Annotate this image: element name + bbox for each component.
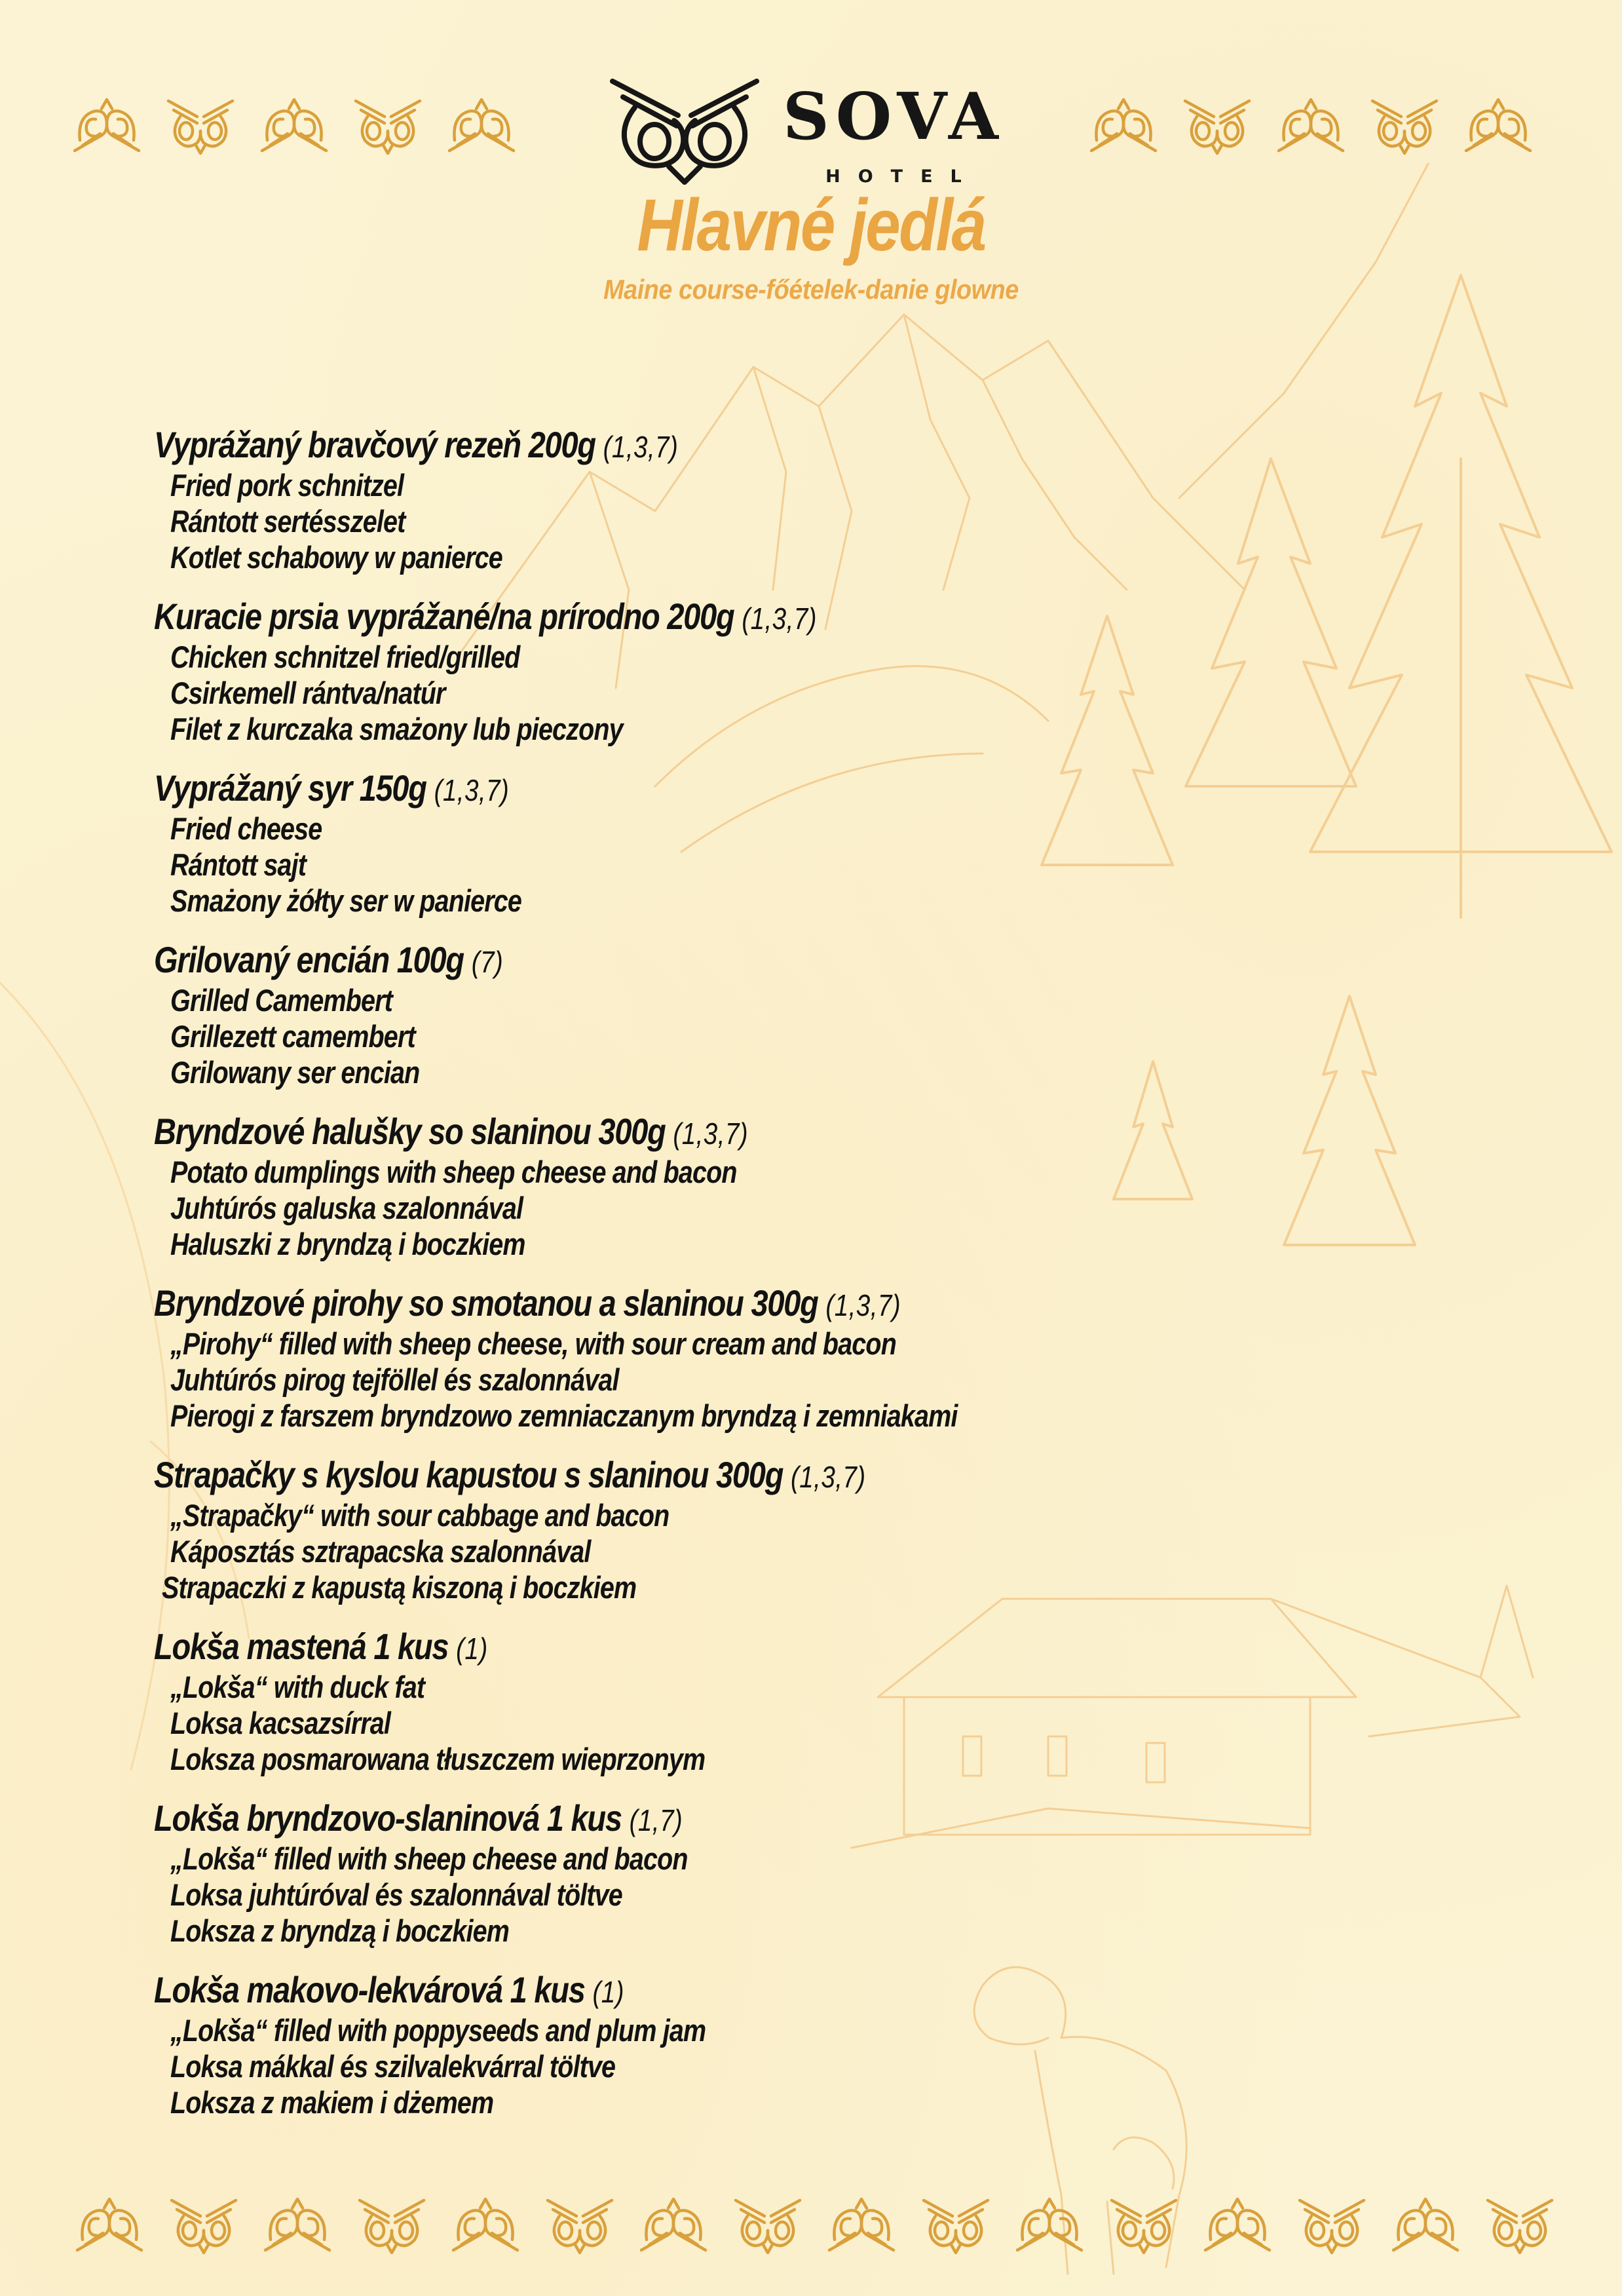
owl-ornament-icon <box>1013 2196 1085 2255</box>
owl-ornament-icon <box>732 2196 804 2255</box>
dish-translation-hu: Loksa kacsazsírral <box>170 1706 391 1740</box>
dish-translation-en: Fried cheese <box>170 811 322 846</box>
dish-name: Kuracie prsia vyprážané/na prírodno 200g (1,3,7) <box>154 596 817 637</box>
menu-list <box>154 425 1399 2141</box>
dish-translation-pl: Kotlet schabowy w panierce <box>170 540 502 575</box>
ornament-row-top-right <box>1087 97 1534 156</box>
owl-ornament-icon <box>1462 97 1534 156</box>
dish-translation-hu: Káposztás sztrapacska szalonnával <box>170 1534 591 1569</box>
owl-ornament-icon <box>261 2196 333 2255</box>
dish-name: Lokša bryndzovo-slaninová 1 kus (1,7) <box>154 1797 683 1839</box>
dish-name: Bryndzové pirohy so smotanou a slaninou 300g (1,3,7) <box>154 1282 901 1324</box>
allergen-codes: (7) <box>471 945 504 979</box>
owl-ornament-icon <box>1087 97 1160 156</box>
allergen-codes: (1,3,7) <box>434 773 510 807</box>
owl-ornament-icon <box>544 2196 616 2255</box>
owl-logo-icon <box>606 73 763 185</box>
dish-translation-hu: Csirkemell rántva/natúr <box>170 676 445 710</box>
owl-ornament-icon <box>1108 2196 1180 2255</box>
owl-ornament-icon <box>1181 97 1253 156</box>
page-title: Hlavné jedlá <box>637 184 985 266</box>
menu-item <box>154 768 1399 940</box>
owl-ornament-icon <box>352 97 424 156</box>
dish-name: Grilovaný encián 100g (7) <box>154 939 504 980</box>
dish-translation-en: Fried pork schnitzel <box>170 468 404 503</box>
dish-translation-en: Chicken schnitzel fried/grilled <box>170 640 520 674</box>
owl-ornament-icon <box>825 2196 897 2255</box>
owl-ornament-icon <box>71 97 143 156</box>
menu-item <box>154 1970 1399 2141</box>
menu-item <box>154 1798 1399 1970</box>
dish-name: Strapačky s kyslou kapustou s slaninou 300g (1,3,7) <box>154 1454 866 1495</box>
owl-ornament-icon <box>1484 2196 1556 2255</box>
allergen-codes: (1,3,7) <box>603 430 679 464</box>
owl-ornament-icon <box>1296 2196 1368 2255</box>
owl-ornament-icon <box>449 2196 521 2255</box>
dish-translation-en: Potato dumplings with sheep cheese and bacon <box>170 1155 737 1189</box>
owl-ornament-icon <box>637 2196 709 2255</box>
owl-ornament-icon <box>445 97 518 156</box>
brand-subtitle: HOTEL <box>825 166 979 187</box>
allergen-codes: (1) <box>456 1632 488 1666</box>
allergen-codes: (1,3,7) <box>742 602 817 636</box>
menu-item <box>154 1111 1399 1283</box>
allergen-codes: (1,7) <box>629 1803 683 1837</box>
brand-name: SOVA <box>783 79 1005 155</box>
allergen-codes: (1,3,7) <box>673 1117 749 1151</box>
menu-item <box>154 1283 1399 1455</box>
owl-ornament-icon <box>356 2196 428 2255</box>
owl-ornament-icon <box>164 97 236 156</box>
dish-translation-pl: Smażony żółty ser w panierce <box>170 883 521 918</box>
allergen-codes: (1) <box>592 1975 624 2009</box>
dish-translation-pl: Filet z kurczaka smażony lub pieczony <box>170 712 623 746</box>
dish-translation-en: „Lokša“ filled with sheep cheese and bacon <box>170 1841 688 1876</box>
dish-translation-pl: Loksza z makiem i dżemem <box>170 2085 494 2120</box>
dish-translation-pl: Loksza z bryndzą i boczkiem <box>170 1913 510 1948</box>
dish-translation-en: Grilled Camembert <box>170 983 392 1018</box>
dish-translation-hu: Rántott sajt <box>170 847 307 882</box>
owl-ornament-icon <box>73 2196 145 2255</box>
owl-ornament-icon <box>1368 97 1441 156</box>
menu-item <box>154 425 1399 596</box>
dish-translation-en: „Strapačky“ with sour cabbage and bacon <box>170 1498 670 1533</box>
owl-ornament-icon <box>1389 2196 1462 2255</box>
dish-name: Lokša mastená 1 kus (1) <box>154 1626 488 1667</box>
dish-translation-hu: Juhtúrós galuska szalonnával <box>170 1191 523 1225</box>
allergen-codes: (1,3,7) <box>825 1288 901 1322</box>
dish-translation-pl: Loksza posmarowana tłuszczem wieprzonym <box>170 1742 706 1776</box>
dish-translation-hu: Grillezett camembert <box>170 1019 415 1054</box>
allergen-codes: (1,3,7) <box>790 1460 866 1494</box>
dish-translation-hu: Loksa mákkal és szilvalekvárral töltve <box>170 2049 616 2084</box>
dish-translation-pl: Strapaczki z kapustą kiszoną i boczkiem <box>162 1570 637 1605</box>
owl-ornament-icon <box>920 2196 992 2255</box>
hotel-logo <box>606 73 1005 187</box>
menu-item <box>154 596 1399 768</box>
menu-item <box>154 1626 1399 1798</box>
owl-ornament-icon <box>1275 97 1347 156</box>
dish-translation-pl: Grilowany ser encian <box>170 1055 420 1090</box>
dish-name: Bryndzové halušky so slaninou 300g (1,3,7) <box>154 1111 749 1152</box>
dish-name: Lokša makovo-lekvárová 1 kus (1) <box>154 1969 624 2010</box>
dish-translation-hu: Juhtúrós pirog tejföllel és szalonnával <box>170 1362 619 1397</box>
ornament-row-bottom <box>73 2196 1556 2255</box>
dish-translation-en: „Lokša“ filled with poppyseeds and plum jam <box>170 2013 706 2048</box>
dish-translation-hu: Loksa juhtúróval és szalonnával töltve <box>170 1877 622 1912</box>
dish-translation-en: „Lokša“ with duck fat <box>170 1670 425 1704</box>
dish-name: Vyprážaný syr 150g (1,3,7) <box>154 767 510 809</box>
owl-ornament-icon <box>1201 2196 1273 2255</box>
logo-wordmark <box>783 79 1005 187</box>
dish-translation-hu: Rántott sertésszelet <box>170 504 406 539</box>
dish-translation-en: „Pirohy“ filled with sheep cheese, with sour cream and bacon <box>170 1326 896 1361</box>
dish-translation-pl: Haluszki z bryndzą i boczkiem <box>170 1227 525 1261</box>
menu-item <box>154 940 1399 1111</box>
ornament-row-top-left <box>71 97 518 156</box>
dish-translation-pl: Pierogi z farszem bryndzowo zemniaczanym bryndzą i zemniakami <box>170 1398 958 1433</box>
dish-name: Vyprážaný bravčový rezeň 200g (1,3,7) <box>154 424 679 465</box>
owl-ornament-icon <box>258 97 330 156</box>
menu-item <box>154 1455 1399 1626</box>
page-subtitle: Maine course-főételek-danie glowne <box>603 274 1019 305</box>
owl-ornament-icon <box>168 2196 240 2255</box>
